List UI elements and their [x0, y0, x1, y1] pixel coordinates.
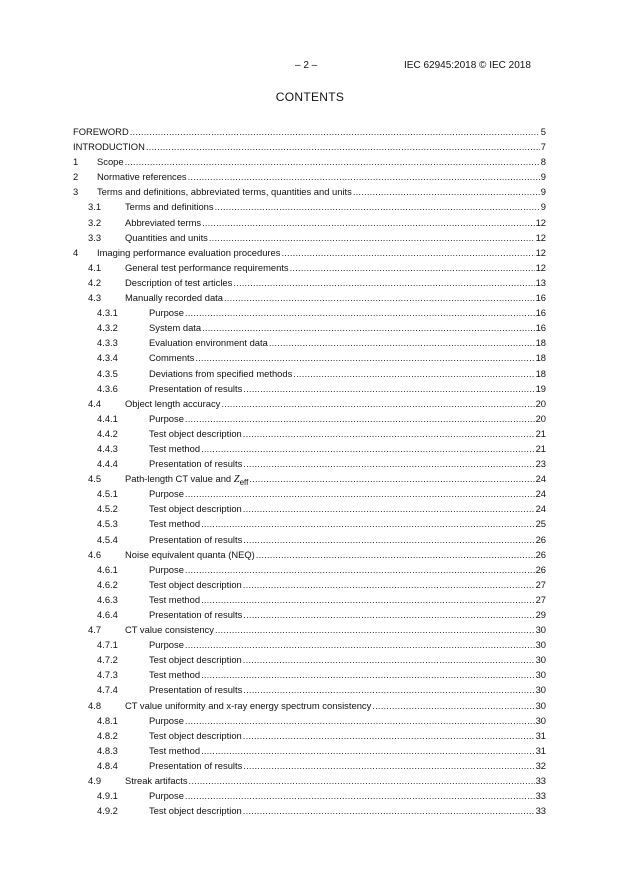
toc-entry-number: 4.4.1: [97, 412, 118, 424]
toc-entry-title: CT value uniformity and x-ray energy spectrum consistency: [125, 699, 372, 711]
toc-entry-title: Test object description: [149, 654, 242, 666]
toc-entry-page: 18: [535, 352, 546, 364]
dot-leader: [233, 275, 534, 290]
toc-entry-page: 31: [535, 729, 546, 741]
toc-entry-page: 12: [535, 246, 546, 258]
toc-entry-title: INTRODUCTION: [73, 141, 145, 153]
dot-leader: [243, 803, 535, 818]
dot-leader: [221, 396, 534, 411]
dot-leader: [201, 516, 534, 531]
toc-entry-number: 4.7: [88, 624, 102, 636]
toc-entry-page: 16: [535, 322, 546, 334]
toc-entry[interactable]: [73, 607, 546, 622]
toc-entry[interactable]: [73, 577, 546, 592]
toc-entry-number: 4.8.1: [97, 714, 118, 726]
toc-entry-number: 4.4.4: [97, 458, 118, 470]
dot-leader: [146, 139, 540, 154]
toc-entry-page: 30: [535, 699, 546, 711]
toc-entry-page: 29: [535, 609, 546, 620]
toc-entry-title: Test object description: [149, 427, 242, 439]
dot-leader: [201, 743, 534, 758]
dot-leader: [188, 169, 540, 184]
toc-entry[interactable]: [73, 667, 546, 682]
toc-entry-number: 4.8.2: [97, 729, 118, 741]
toc-entry-number: 4.7.4: [97, 684, 118, 696]
dot-leader: [130, 124, 540, 139]
toc-entry-number: 4.6.3: [97, 593, 118, 605]
toc-entry-title: Test object description: [149, 729, 242, 741]
toc-entry-number: 4.6: [88, 548, 102, 560]
toc-entry-page: 26: [535, 548, 546, 560]
toc-entry[interactable]: [73, 411, 546, 426]
toc-entry[interactable]: [73, 743, 546, 758]
toc-entry[interactable]: [73, 154, 546, 169]
toc-entry[interactable]: [73, 230, 546, 245]
toc-entry-title: Abbreviated terms: [125, 216, 202, 228]
toc-entry-number: 4.7.3: [97, 669, 118, 681]
toc-entry-title: Test method: [149, 442, 201, 454]
toc-entry[interactable]: [73, 713, 546, 728]
toc-entry-title: General test performance requirements: [125, 261, 289, 273]
toc-entry-title: Manually recorded data: [125, 292, 223, 304]
toc-entry-page: 12: [535, 216, 546, 228]
toc-entry-number: 4.5.2: [97, 503, 118, 515]
toc-entry[interactable]: [73, 199, 546, 214]
dot-leader: [243, 652, 535, 667]
toc-entry[interactable]: [73, 803, 546, 818]
toc-entry-number: 4.2: [88, 276, 102, 288]
toc-entry-page: 7: [540, 141, 546, 153]
toc-entry-title: Terms and definitions, abbreviated terms, quantities and units: [97, 186, 352, 198]
toc-entry-number: 4.4: [88, 397, 102, 409]
toc-entry[interactable]: [73, 562, 546, 577]
toc-entry-page: 30: [535, 624, 546, 636]
toc-entry[interactable]: [73, 698, 546, 713]
dot-leader: [269, 335, 535, 350]
toc-entry-number: 4.3.6: [97, 382, 118, 394]
toc-entry[interactable]: [73, 139, 546, 154]
toc-entry-title: System data: [149, 322, 202, 334]
dot-leader: [293, 366, 534, 381]
page-title: CONTENTS: [275, 90, 345, 104]
toc-entry[interactable]: [73, 335, 546, 350]
toc-entry[interactable]: [73, 532, 546, 547]
dot-leader: [290, 260, 535, 275]
toc-entry[interactable]: [73, 547, 546, 562]
dot-leader: [243, 456, 534, 471]
toc-entry-title: Noise equivalent quanta (NEQ): [125, 548, 255, 560]
dot-leader: [201, 592, 534, 607]
toc-entry[interactable]: [73, 758, 546, 773]
toc-entry-number: 4.6.1: [97, 563, 118, 575]
toc-entry-title: Test method: [149, 593, 201, 605]
toc-entry-page: 20: [535, 412, 546, 424]
dot-leader: [185, 637, 535, 652]
toc-entry-page: 20: [535, 397, 546, 409]
toc-entry-page: 30: [535, 684, 546, 696]
toc-entry[interactable]: [73, 184, 546, 199]
toc-entry-page: 31: [535, 744, 546, 756]
toc-entry-title: Purpose: [149, 412, 184, 424]
toc-entry[interactable]: [73, 773, 546, 788]
toc-entry-number: 4.5.1: [97, 488, 118, 500]
toc-entry-number: 4.8.4: [97, 759, 118, 771]
toc-entry-title: Evaluation environment data: [149, 337, 268, 349]
dot-leader: [202, 215, 534, 230]
toc-entry-title: Presentation of results: [149, 609, 243, 620]
toc-entry-page: 30: [535, 714, 546, 726]
toc-entry-page: 23: [535, 458, 546, 470]
toc-entry-page: 8: [540, 156, 546, 168]
toc-entry[interactable]: [73, 486, 546, 501]
toc-entry-number: 3.1: [88, 201, 102, 213]
toc-entry-title: Scope: [97, 156, 124, 168]
table-of-contents: [73, 124, 546, 818]
toc-entry-number: 4.3.2: [97, 322, 118, 334]
dot-leader: [185, 305, 535, 320]
toc-entry-title: Object length accuracy: [125, 397, 221, 409]
toc-entry-title: Test object description: [149, 578, 242, 590]
dot-leader: [353, 184, 540, 199]
toc-entry-page: 32: [535, 759, 546, 771]
toc-entry-page: 19: [535, 382, 546, 394]
toc-entry-number: 4.5.4: [97, 533, 118, 545]
toc-entry-number: 2: [73, 171, 79, 183]
toc-entry[interactable]: [73, 169, 546, 184]
toc-entry-number: 4: [73, 246, 79, 258]
toc-entry-page: 33: [535, 790, 546, 802]
toc-entry-title: FOREWORD: [73, 126, 129, 137]
toc-entry-title: Terms and definitions: [125, 201, 214, 213]
toc-entry[interactable]: [73, 290, 546, 305]
page-number: – 2 –: [295, 60, 318, 71]
toc-entry-page: 12: [535, 261, 546, 273]
toc-entry[interactable]: [73, 426, 546, 441]
dot-leader: [281, 245, 534, 260]
toc-entry-title: Imaging performance evaluation procedures: [97, 246, 281, 258]
toc-entry-page: 25: [535, 518, 546, 530]
toc-entry-title: Purpose: [149, 307, 184, 319]
toc-entry[interactable]: [73, 396, 546, 411]
dot-leader: [243, 381, 534, 396]
toc-entry-number: 4.7.1: [97, 639, 118, 651]
toc-entry-page: 24: [535, 473, 546, 485]
toc-entry-title: Purpose: [149, 563, 184, 575]
toc-entry-title: Purpose: [149, 790, 184, 802]
toc-entry-page: 21: [535, 427, 546, 439]
toc-entry[interactable]: [73, 320, 546, 335]
dot-leader: [243, 607, 534, 622]
toc-entry-number: 4.9: [88, 775, 102, 787]
toc-entry-title: Comments: [149, 352, 195, 364]
toc-entry[interactable]: [73, 728, 546, 743]
dot-leader: [185, 562, 535, 577]
toc-entry-page: 18: [535, 337, 546, 349]
toc-entry-title: Presentation of results: [149, 684, 243, 696]
toc-entry-title: CT value consistency: [125, 624, 214, 636]
toc-entry-number: 4.5: [88, 473, 102, 485]
toc-entry-title: Presentation of results: [149, 533, 243, 545]
toc-entry-number: 4.3: [88, 292, 102, 304]
dot-leader: [224, 290, 535, 305]
dot-leader: [256, 547, 535, 562]
toc-entry-title: Purpose: [149, 639, 184, 651]
toc-entry-number: 1: [73, 156, 79, 168]
toc-entry-number: 4.3.1: [97, 307, 118, 319]
toc-entry-number: 4.7.2: [97, 654, 118, 666]
dot-leader: [185, 713, 535, 728]
toc-entry-number: 4.9.2: [97, 805, 118, 817]
toc-entry-number: 4.6.4: [97, 609, 118, 620]
toc-entry-title: Quantities and units: [125, 231, 208, 243]
toc-entry[interactable]: [73, 788, 546, 803]
toc-entry-page: 9: [540, 186, 546, 198]
toc-entry[interactable]: [73, 260, 546, 275]
dot-leader: [201, 441, 534, 456]
toc-entry-page: 16: [535, 292, 546, 304]
toc-entry-title: Test method: [149, 518, 201, 530]
toc-entry-number: 4.5.3: [97, 518, 118, 530]
dot-leader: [125, 154, 540, 169]
toc-entry-title: Path-length CT value and $Z_{eff}$: [125, 473, 249, 488]
dot-leader: [243, 501, 535, 516]
toc-entry-title: Test method: [149, 669, 201, 681]
toc-entry-title: Presentation of results: [149, 382, 243, 394]
toc-entry-page: 24: [535, 488, 546, 500]
toc-entry[interactable]: [73, 682, 546, 697]
dot-leader: [209, 230, 535, 245]
toc-entry-page: 13: [535, 276, 546, 288]
toc-entry[interactable]: [73, 305, 546, 320]
toc-entry[interactable]: [73, 622, 546, 637]
toc-entry-page: 21: [535, 442, 546, 454]
dot-leader: [185, 411, 535, 426]
dot-leader: [243, 682, 534, 697]
toc-entry-page: 30: [535, 639, 546, 651]
toc-entry-page: 5: [540, 126, 546, 137]
toc-entry-number: 4.3.4: [97, 352, 118, 364]
toc-entry-title: Presentation of results: [149, 458, 243, 470]
toc-entry[interactable]: [73, 215, 546, 230]
toc-entry[interactable]: [73, 441, 546, 456]
toc-entry-page: 33: [535, 805, 546, 817]
dot-leader: [215, 199, 540, 214]
toc-entry-title: Normative references: [97, 171, 187, 183]
toc-entry-page: 12: [535, 231, 546, 243]
dot-leader: [243, 532, 534, 547]
toc-entry-number: 4.6.2: [97, 578, 118, 590]
dot-leader: [243, 577, 535, 592]
dot-leader: [189, 773, 535, 788]
dot-leader: [372, 698, 534, 713]
toc-entry-title: Test method: [149, 744, 201, 756]
dot-leader: [185, 486, 535, 501]
toc-entry-title: Streak artifacts: [125, 775, 188, 787]
toc-entry[interactable]: [73, 366, 546, 381]
toc-entry-page: 16: [535, 307, 546, 319]
toc-entry-page: 9: [540, 201, 546, 213]
toc-entry-number: 4.3.3: [97, 337, 118, 349]
toc-entry-number: 3: [73, 186, 79, 198]
toc-entry[interactable]: [73, 245, 546, 260]
toc-entry-title: Test object description: [149, 805, 242, 817]
toc-entry-page: 27: [535, 578, 546, 590]
toc-entry-page: 30: [535, 654, 546, 666]
toc-entry-number: 4.3.5: [97, 367, 118, 379]
dot-leader: [202, 320, 534, 335]
dot-leader: [201, 667, 534, 682]
toc-entry-number: 3.2: [88, 216, 102, 228]
toc-entry-number: 3.3: [88, 231, 102, 243]
toc-entry[interactable]: [73, 592, 546, 607]
toc-entry-page: 18: [535, 367, 546, 379]
dot-leader: [243, 728, 535, 743]
toc-entry-title: Purpose: [149, 714, 184, 726]
toc-entry-number: 4.4.3: [97, 442, 118, 454]
toc-entry-number: 4.8.3: [97, 744, 118, 756]
dot-leader: [243, 758, 534, 773]
toc-entry-title: Purpose: [149, 488, 184, 500]
toc-entry-number: 4.1: [88, 261, 102, 273]
toc-entry-number: 4.8: [88, 699, 102, 711]
toc-entry-page: 30: [535, 669, 546, 681]
toc-entry[interactable]: [73, 350, 546, 365]
toc-entry-page: 26: [535, 563, 546, 575]
toc-entry[interactable]: [73, 456, 546, 471]
standard-reference: IEC 62945:2018 © IEC 2018: [404, 60, 531, 71]
toc-entry-title: Test object description: [149, 503, 242, 515]
toc-entry[interactable]: [73, 652, 546, 667]
toc-entry[interactable]: [73, 501, 546, 516]
dot-leader: [243, 426, 535, 441]
dot-leader: [215, 622, 535, 637]
toc-entry-page: 27: [535, 593, 546, 605]
dot-leader: [185, 788, 535, 803]
toc-entry[interactable]: [73, 637, 546, 652]
toc-entry-number: 4.4.2: [97, 427, 118, 439]
toc-entry-title: Presentation of results: [149, 759, 243, 771]
toc-entry[interactable]: [73, 124, 546, 139]
dot-leader: [195, 350, 534, 365]
toc-entry[interactable]: [73, 471, 546, 486]
toc-entry-page: 9: [540, 171, 546, 183]
toc-entry-number: 4.9.1: [97, 790, 118, 802]
toc-entry-title: Deviations from specified methods: [149, 367, 293, 379]
toc-entry[interactable]: [73, 381, 546, 396]
toc-entry-title: Description of test articles: [125, 276, 233, 288]
toc-entry-page: 33: [535, 775, 546, 787]
toc-entry-page: 24: [535, 503, 546, 515]
toc-entry-page: 26: [535, 533, 546, 545]
toc-entry[interactable]: [73, 275, 546, 290]
toc-entry[interactable]: [73, 516, 546, 531]
